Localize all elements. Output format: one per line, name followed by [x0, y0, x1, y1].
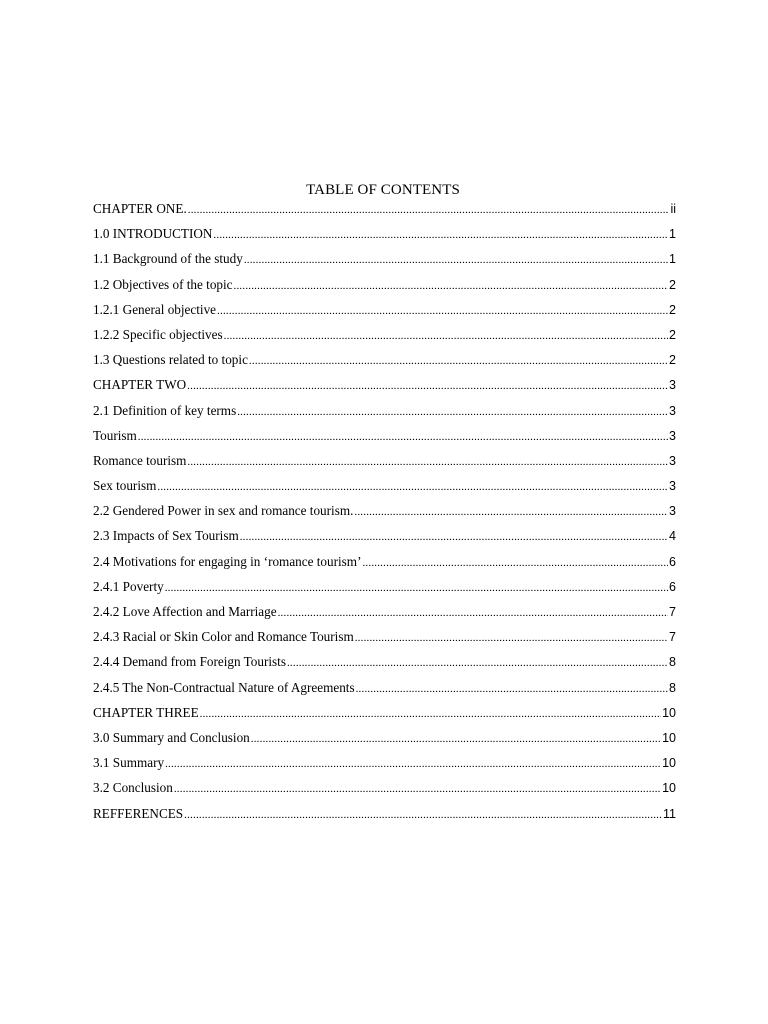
toc-dot-leader [165, 754, 661, 774]
toc-entry-text: 2.3 Impacts of Sex Tourism [93, 528, 239, 544]
toc-entry-text: CHAPTER ONE. [93, 201, 187, 216]
toc-entry[interactable] [93, 728, 676, 753]
toc-dot-leader [240, 527, 668, 547]
toc-entry-page: 1 [669, 252, 676, 267]
toc-entry[interactable] [93, 275, 676, 300]
toc-entry-text: 1.2.1 General objective [93, 301, 217, 317]
toc-dot-leader [354, 502, 668, 522]
toc-entry-text: 2.1 Definition of key terms [93, 402, 237, 418]
toc-list [93, 199, 676, 829]
toc-dot-leader [138, 427, 668, 447]
toc-dot-leader [249, 351, 668, 371]
toc-dot-leader [187, 376, 668, 396]
toc-entry-page: 10 [662, 730, 676, 745]
toc-entry[interactable] [93, 778, 676, 803]
toc-entry-text: 2.4.1 Poverty [93, 578, 164, 594]
toc-entry[interactable] [93, 552, 676, 577]
toc-dot-leader [174, 779, 661, 799]
toc-entry[interactable] [93, 753, 676, 778]
toc-dot-leader [244, 250, 668, 270]
toc-entry-page: 6 [669, 579, 676, 594]
toc-dot-leader [224, 326, 668, 346]
toc-entry-page: 3 [669, 504, 676, 519]
toc-entry[interactable] [93, 526, 676, 551]
toc-entry-page: 6 [669, 554, 676, 569]
toc-entry-page: 2 [669, 327, 676, 342]
toc-entry-text: 1.2 Objectives of the topic [93, 276, 233, 292]
toc-entry-page: 3 [669, 378, 676, 393]
toc-entry-page: 8 [669, 680, 676, 695]
toc-entry-text: 1.3 Questions related to topic [93, 352, 248, 368]
toc-dot-leader [213, 225, 668, 245]
toc-dot-leader [165, 578, 668, 598]
toc-entry[interactable] [93, 300, 676, 325]
toc-entry[interactable] [93, 350, 676, 375]
toc-entry-text: CHAPTER TWO [93, 377, 187, 393]
toc-entry[interactable] [93, 476, 676, 501]
toc-entry-page: 3 [669, 428, 676, 443]
toc-entry[interactable] [93, 249, 676, 274]
toc-entry-page: 7 [669, 630, 676, 645]
toc-dot-leader [188, 200, 670, 220]
toc-entry[interactable] [93, 627, 676, 652]
toc-entry[interactable] [93, 426, 676, 451]
toc-entry[interactable] [93, 451, 676, 476]
toc-entry-text: 3.2 Conclusion [93, 780, 173, 796]
toc-entry-text: Sex tourism [93, 478, 157, 494]
toc-dot-leader [237, 402, 668, 422]
toc-entry-text: CHAPTER THREE [93, 704, 199, 720]
toc-entry-page: 8 [669, 655, 676, 670]
toc-entry[interactable] [93, 401, 676, 426]
toc-entry[interactable] [93, 804, 676, 829]
toc-entry-page: ii [670, 202, 676, 216]
toc-dot-leader [362, 553, 668, 573]
toc-entry[interactable] [93, 325, 676, 350]
toc-entry-text: 2.4.5 The Non-Contractual Nature of Agreements [93, 679, 355, 695]
toc-entry-page: 3 [669, 479, 676, 494]
toc-entry[interactable] [93, 224, 676, 249]
toc-entry[interactable] [93, 375, 676, 400]
toc-entry[interactable] [93, 199, 676, 224]
toc-entry-page: 10 [662, 756, 676, 771]
toc-entry-page: 2 [669, 302, 676, 317]
toc-dot-leader [234, 276, 669, 296]
toc-title: TABLE OF CONTENTS [306, 182, 460, 198]
toc-dot-leader [356, 679, 668, 699]
toc-dot-leader [287, 653, 668, 673]
toc-dot-leader [355, 628, 668, 648]
toc-entry[interactable] [93, 678, 676, 703]
toc-dot-leader [217, 301, 668, 321]
toc-entry[interactable] [93, 577, 676, 602]
toc-entry-text: Romance tourism [93, 452, 187, 468]
toc-dot-leader [251, 729, 661, 749]
toc-entry-text: 2.2 Gendered Power in sex and romance tourism. [93, 503, 354, 519]
toc-entry-text: 2.4.3 Racial or Skin Color and Romance Tourism [93, 629, 354, 645]
toc-entry-page: 11 [663, 806, 676, 821]
toc-entry[interactable] [93, 501, 676, 526]
toc-entry-text: Tourism [93, 427, 137, 443]
toc-entry-text: REFFERENCES [93, 805, 184, 821]
toc-dot-leader [200, 704, 661, 724]
toc-entry-text: 2.4 Motivations for engaging in ‘romance tourism’ [93, 553, 362, 569]
toc-entry-text: 1.2.2 Specific objectives [93, 326, 223, 342]
toc-entry-page: 4 [669, 529, 676, 544]
toc-dot-leader [157, 477, 668, 497]
toc-entry-text: 2.4.2 Love Affection and Marriage [93, 604, 277, 619]
toc-entry-page: 1 [669, 227, 676, 242]
toc-dot-leader [187, 452, 668, 472]
toc-dot-leader [184, 805, 662, 825]
toc-entry-page: 10 [662, 705, 676, 720]
toc-entry-page: 7 [669, 605, 676, 619]
toc-entry-text: 1.0 INTRODUCTION [93, 226, 213, 242]
toc-entry-page: 3 [669, 453, 676, 468]
toc-entry-page: 10 [662, 781, 676, 796]
toc-entry-page: 3 [669, 403, 676, 418]
toc-entry[interactable] [93, 703, 676, 728]
toc-entry-page: 2 [669, 277, 676, 292]
toc-entry-text: 1.1 Background of the study [93, 251, 243, 267]
toc-entry-page: 2 [669, 353, 676, 368]
toc-entry-text: 3.1 Summary [93, 755, 165, 771]
toc-entry[interactable] [93, 602, 676, 627]
toc-entry-text: 3.0 Summary and Conclusion [93, 729, 250, 745]
toc-entry-text: 2.4.4 Demand from Foreign Tourists [93, 654, 286, 670]
toc-entry[interactable] [93, 652, 676, 677]
toc-dot-leader [278, 603, 668, 623]
